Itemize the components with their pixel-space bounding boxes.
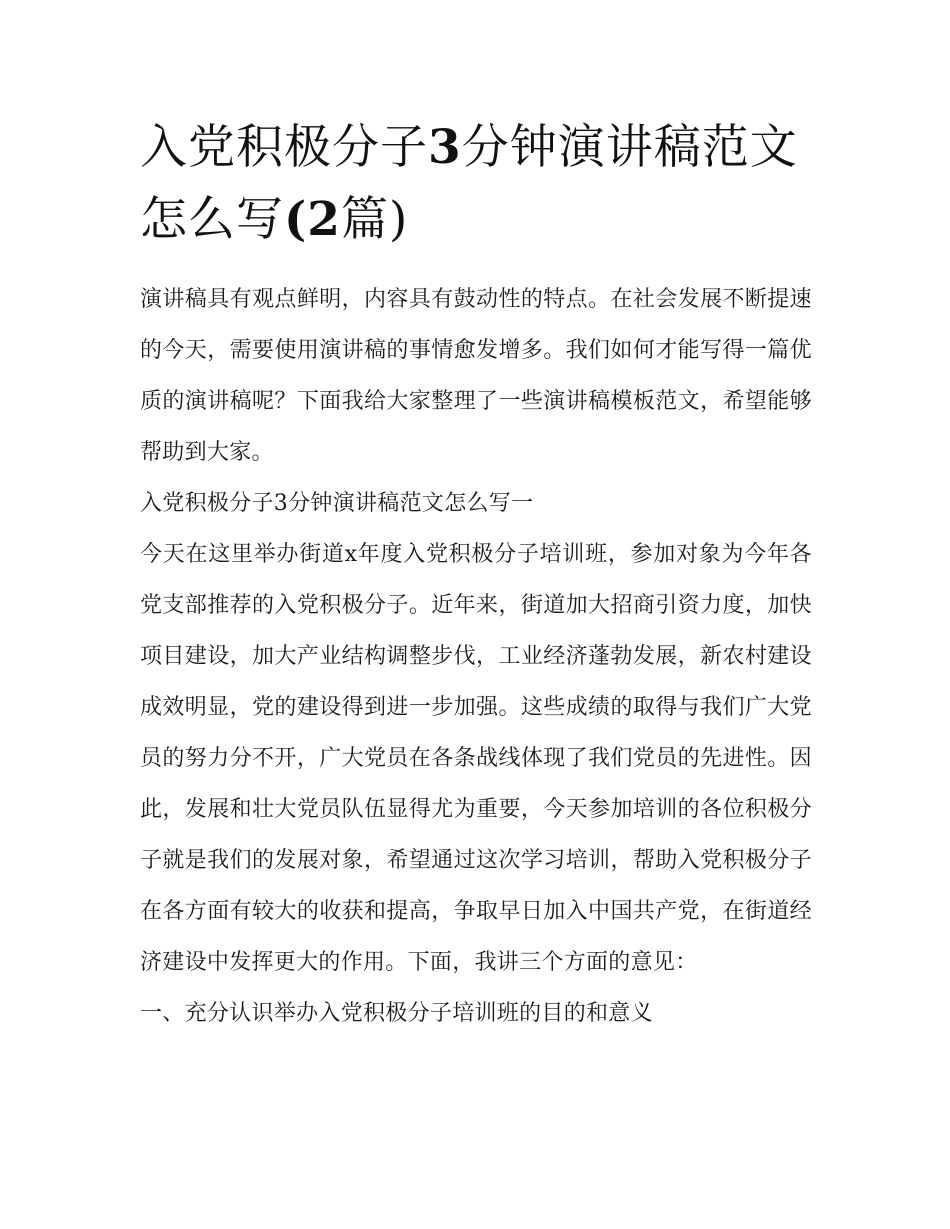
subheading: 一、充分认识举办入党积极分子培训班的目的和意义 [140, 1001, 653, 1026]
body-paragraph: 今天在这里举办街道x年度入党积极分子培训班，参加对象为今年各党支部推荐的入党积极分子。近年来，街道加大招商引资力度，加快项目建设，加大产业结构调整步伐，工业经济蓬勃发展，新农村建设成效明显，党的建设得到进一步加强。这些成绩的取得与我们广大党员的努力分不开，广大党员在各条战线体现了我们党员的先进性。因此，发展和壮大党员队伍显得尤为重要，今天参加培训的各位积极分子就是我们的发展对象，希望通过这次学习培训，帮助入党积极分子在各方面有较大的收获和提高，争取早日加入中国共产党，在街道经济建设中发挥更大的作用。下面，我讲三个方面的意见： [140, 542, 812, 975]
title-text-2: 分钟演讲稿范文怎么写 [140, 120, 798, 247]
section-heading: 入党积极分子3分钟演讲稿范文怎么写一 [140, 491, 534, 516]
title-text-3: 篇) [340, 192, 409, 247]
intro-paragraph: 演讲稿具有观点鲜明，内容具有鼓动性的特点。在社会发展不断提速的今天，需要使用演讲稿的事情愈发增多。我们如何才能写得一篇优质的演讲稿呢？下面我给大家整理了一些演讲稿模板范文，希望能够帮助到大家。 [140, 287, 812, 465]
document-title [140, 112, 812, 256]
title-number-2: (2 [284, 192, 341, 247]
title-text-1: 入党积极分子 [140, 120, 428, 175]
document-page [140, 112, 812, 1039]
title-number-1: 3 [428, 120, 462, 175]
